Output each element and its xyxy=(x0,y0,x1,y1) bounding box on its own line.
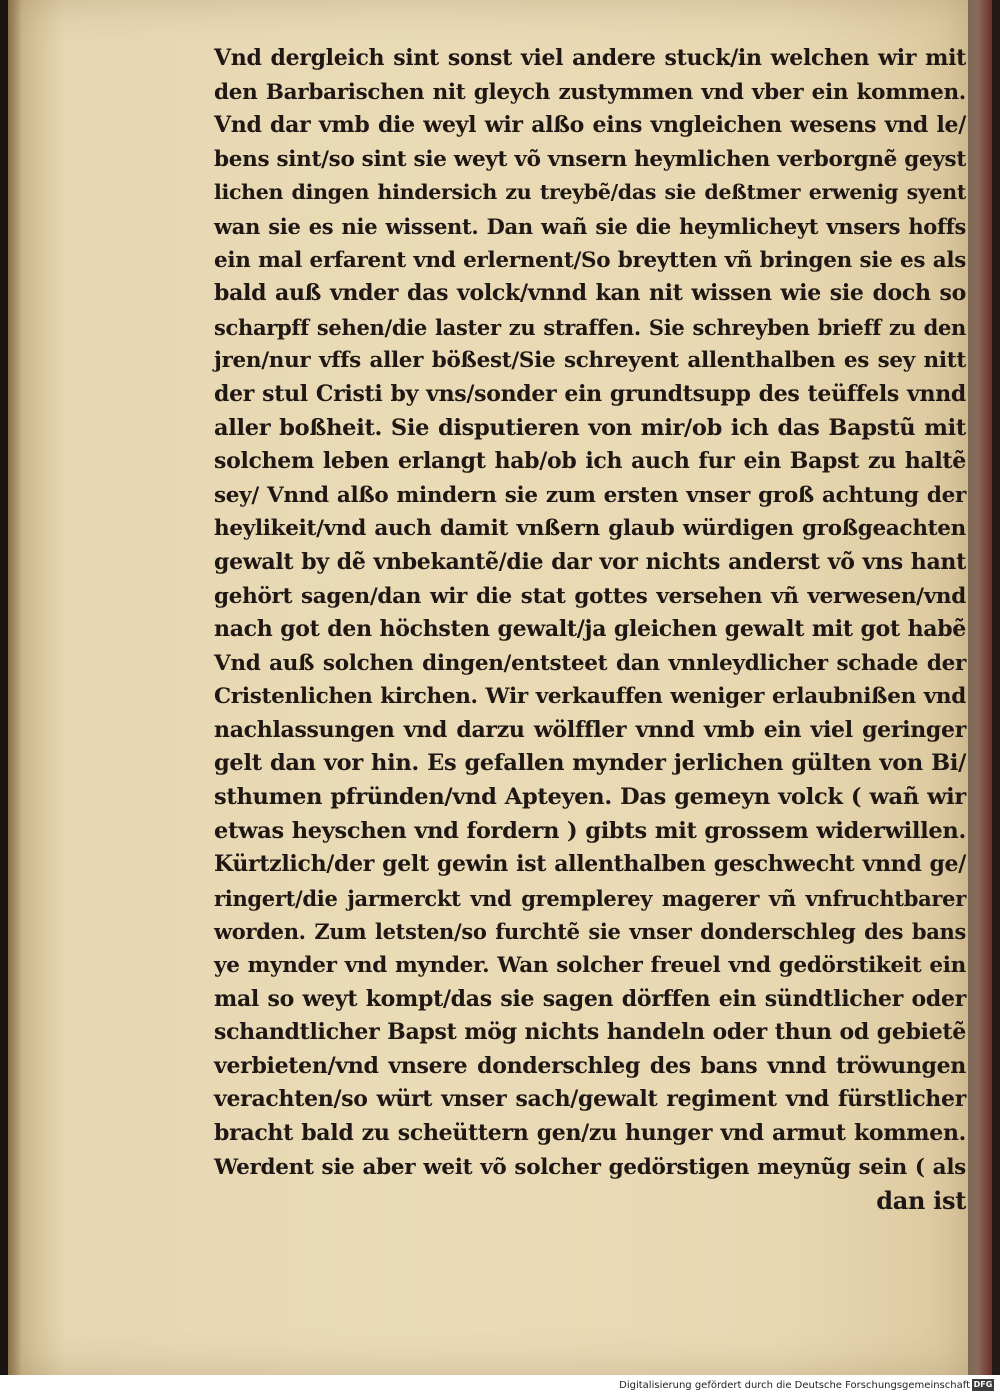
book-edge-shadow xyxy=(992,0,1000,1375)
text-line: Werdent sie aber weit võ solcher gedörstigen meynũg sein ( als xyxy=(214,1154,966,1180)
text-line: ein mal erfarent vnd erlernent/So breytten vñ bringen sie es als xyxy=(214,247,966,273)
dfg-logo: DFG xyxy=(973,1380,993,1389)
text-line: sthumen pfründen/vnd Apteyen. Das gemeyn volck ( wañ wir xyxy=(214,784,966,811)
text-line: worden. Zum letsten/so furchtẽ sie vnser donderschleg des bans xyxy=(214,919,966,945)
page-text xyxy=(214,42,966,1218)
text-line: wan sie es nie wissent. Dan wañ sie die heymlicheyt vnsers hoffs xyxy=(214,213,966,239)
text-line: Cristenlichen kirchen. Wir verkauffen weniger erlaubnißen vnd xyxy=(214,684,966,710)
text-line: etwas heyschen vnd fordern ) gibts mit grossem widerwillen. xyxy=(214,817,966,844)
text-line: gehört sagen/dan wir die stat gottes versehen vñ verwesen/vnd xyxy=(214,583,966,609)
text-line: ye mynder vnd mynder. Wan solcher freuel vnd gedörstikeit ein xyxy=(214,953,966,979)
text-line: heylikeit/vnd auch damit vnßern glaub würdigen großgeachten xyxy=(214,516,966,542)
text-line: ringert/die jarmerckt vnd gremplerey magerer vñ vnfruchtbarer xyxy=(214,885,966,911)
text-line: Kürtzlich/der gelt gewin ist allenthalben geschwecht vnnd ge/ xyxy=(214,851,966,878)
text-line: mal so weyt kompt/das sie sagen dörffen ein sündtlicher oder xyxy=(214,985,966,1012)
text-line: Vnd dergleich sint sonst viel andere stuck/in welchen wir mit xyxy=(214,45,966,71)
text-line: gewalt by dẽ vnbekantẽ/die dar vor nichts anderst võ vns hant xyxy=(214,548,966,575)
text-line: verbieten/vnd vnsere donderschleg des bans vnnd tröwungen xyxy=(214,1052,966,1079)
text-line: Vnd auß solchen dingen/entsteet dan vnnleydlicher schade der xyxy=(214,650,966,676)
text-line: lichen dingen hindersich zu treybẽ/das sie deßtmer erwenig syent xyxy=(214,180,966,205)
text-line: bens sint/so sint sie weyt võ vnsern heymlichen verborgnẽ geyst xyxy=(214,146,966,172)
text-line: schandtlicher Bapst mög nichts handeln oder thun od gebietẽ xyxy=(214,1019,966,1046)
text-line: bald auß vnder das volck/vnnd kan nit wissen wie sie doch so xyxy=(214,280,966,307)
text-line: der stul Cristi by vns/sonder ein grundtsupp des teüffels vnnd xyxy=(214,380,966,407)
text-line: Vnd dar vmb die weyl wir alßo eins vngleichen wesens vnd le/ xyxy=(214,112,966,139)
funding-credit: Digitalisierung gefördert durch die Deutsche Forschungsgemeinschaft xyxy=(619,1380,970,1391)
text-line: gelt dan vor hin. Es gefallen mynder jerlichen gülten von Bi/ xyxy=(214,750,966,777)
text-line: sey/ Vnnd alßo mindern sie zum ersten vnser groß achtung der xyxy=(214,482,966,508)
text-line: scharpff sehen/die laster zu straffen. Sie schreyben brieff zu den xyxy=(214,314,966,340)
text-line: dan ist xyxy=(876,1186,966,1216)
text-line: nach got den höchsten gewalt/ja gleichen gewalt mit got habẽ xyxy=(214,616,966,643)
text-line: bracht bald zu scheüttern gen/zu hunger vnd armut kommen. xyxy=(214,1120,966,1146)
text-line: aller boßheit. Sie disputieren von mir/ob ich das Bapstũ mit xyxy=(214,414,966,441)
text-line: verachten/so würt vnser sach/gewalt regiment vnd fürstlicher xyxy=(214,1086,966,1113)
book-edge xyxy=(968,0,992,1375)
text-line: jren/nur vffs aller bößest/Sie schreyent allenthalben es sey nitt xyxy=(214,348,966,374)
text-line: nachlassungen vnd darzu wölffler vnnd vmb ein viel geringer xyxy=(214,716,966,743)
text-line: den Barbarischen nit gleych zustymmen vnd vber ein kommen. xyxy=(214,79,966,105)
text-line: solchem leben erlangt hab/ob ich auch fur ein Bapst zu haltẽ xyxy=(214,448,966,475)
